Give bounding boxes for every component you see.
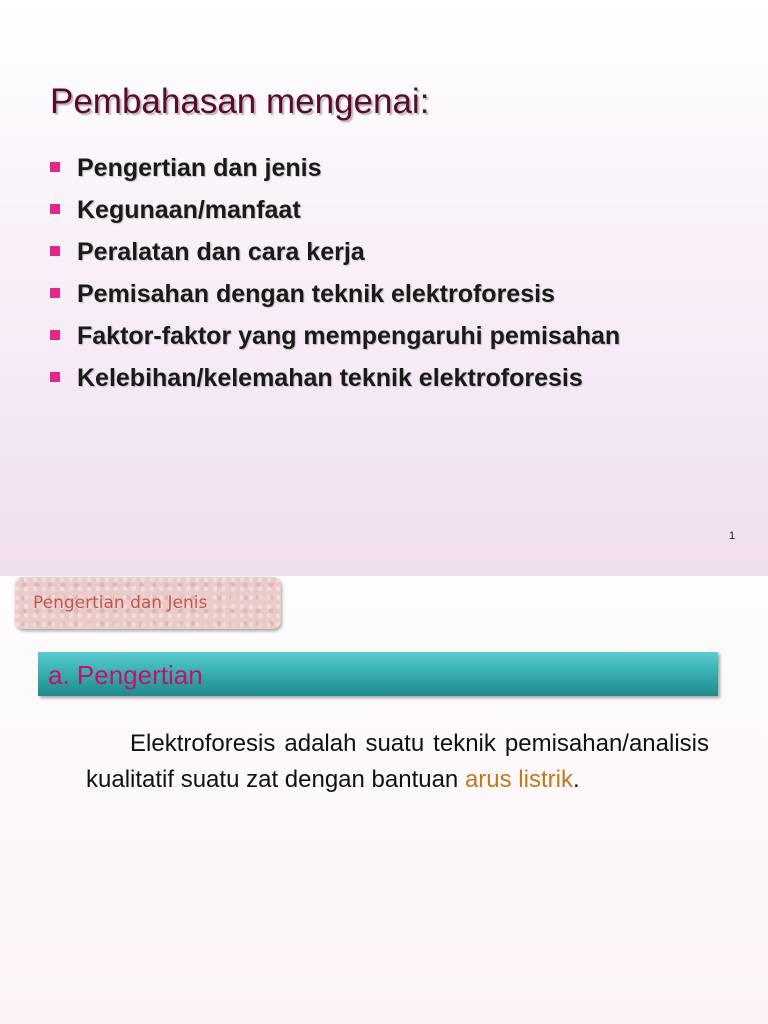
paragraph-text: Elektroforesis adalah suatu teknik pemisahan/analisis kualitatif suatu zat dengan bantuan (86, 730, 709, 793)
page-number: 1 (729, 530, 736, 542)
slide-title: Pembahasan mengenai: (50, 82, 430, 121)
square-bullet-icon (50, 246, 60, 256)
slide-2 (0, 576, 768, 1024)
subheading-text: a. Pengertian (48, 660, 203, 690)
bullet-text: Peralatan dan cara kerja (77, 238, 365, 266)
bullet-text: Pengertian dan jenis (77, 154, 322, 182)
square-bullet-icon (50, 372, 60, 382)
square-bullet-icon (50, 162, 60, 172)
section-tab (15, 577, 281, 629)
subheading-bar (38, 652, 718, 696)
bullet-item (48, 318, 738, 354)
bullet-item (48, 150, 738, 186)
bullet-list (48, 150, 738, 402)
square-bullet-icon (50, 288, 60, 298)
bullet-item (48, 276, 738, 312)
bullet-item (48, 192, 738, 228)
bullet-item (48, 234, 738, 270)
definition-paragraph (86, 726, 709, 798)
paragraph-end: . (572, 766, 580, 793)
square-bullet-icon (50, 330, 60, 340)
bullet-text: Pemisahan dengan teknik elektroforesis (77, 280, 555, 308)
bullet-text: Faktor-faktor yang mempengaruhi pemisahan (77, 322, 621, 350)
bullet-item (48, 360, 738, 396)
bullet-text: Kelebihan/kelemahan teknik elektroforesis (77, 364, 583, 392)
highlighted-term: arus listrik (464, 766, 573, 793)
bullet-text: Kegunaan/manfaat (77, 196, 301, 224)
section-tab-label: Pengertian dan Jenis (33, 593, 208, 613)
square-bullet-icon (50, 204, 60, 214)
